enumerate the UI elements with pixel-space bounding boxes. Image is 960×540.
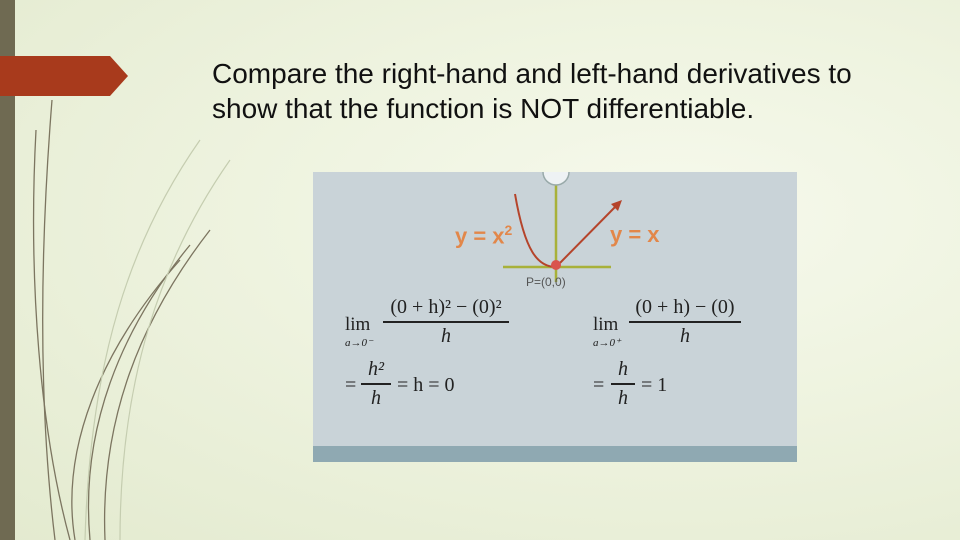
label-y-equals-x: y = x	[610, 222, 660, 247]
point-p	[551, 260, 561, 270]
left-numerator: (0 + h)² − (0)²	[390, 296, 502, 318]
right-result-fraction	[611, 358, 635, 410]
parabola-curve	[515, 194, 556, 267]
right-result-eq: =	[593, 374, 605, 396]
left-lim: lim	[345, 314, 371, 335]
right-result-denominator: h	[618, 386, 628, 409]
right-derivative	[593, 290, 793, 420]
function-graph	[313, 172, 797, 292]
y-axis-top-marker	[543, 172, 569, 185]
red-arrow-tab	[0, 56, 128, 96]
left-result-numerator: h²	[368, 358, 384, 380]
left-result-eq: =	[345, 374, 357, 396]
line-y-equals-x	[556, 204, 618, 267]
label-y-equals-x-squared: $y = x^2$	[455, 222, 513, 249]
left-denominator: h	[441, 324, 451, 347]
right-denominator: h	[680, 324, 690, 347]
derivative-figure	[313, 172, 797, 462]
right-numerator: (0 + h) − (0)	[635, 296, 735, 318]
right-result-value: = 1	[641, 374, 668, 396]
slide-title: Compare the right-hand and left-hand derivatives to show that the function is NOT differentiable.	[212, 58, 852, 124]
right-fraction	[629, 296, 741, 348]
left-fraction	[383, 296, 509, 348]
right-lim: lim	[593, 314, 619, 335]
figure-bottom-strip	[313, 446, 797, 462]
right-result-numerator: h	[618, 358, 628, 380]
left-result-value: = h = 0	[397, 374, 455, 396]
right-lim-sub: a→0⁺	[593, 337, 621, 349]
left-result-denominator: h	[371, 386, 381, 409]
left-result-fraction	[361, 358, 391, 410]
point-p-label: P=(0,0)	[526, 275, 566, 289]
left-lim-sub: a→0⁻	[345, 337, 373, 349]
left-derivative	[345, 290, 565, 420]
